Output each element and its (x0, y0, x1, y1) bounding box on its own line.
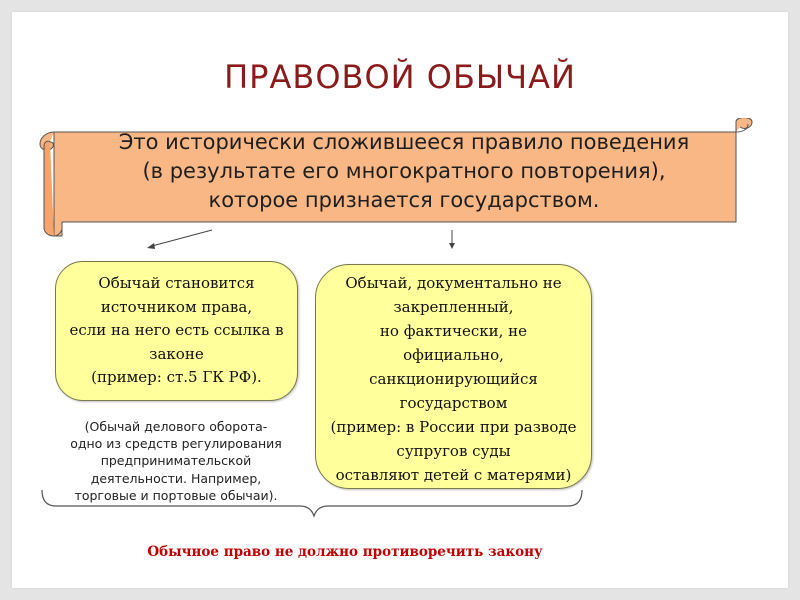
note-line: предпринимательской (100, 453, 252, 469)
right-box-line: супругов суды (396, 442, 511, 460)
right-box-line: но фактически, не (379, 322, 528, 340)
right-box-line: закрепленный, (393, 298, 514, 316)
definition-line: которое признается государством. (208, 188, 600, 212)
right-box-line: санкционирующийся (369, 370, 538, 388)
left-box-line: источником права, (100, 297, 253, 316)
left-box-line: законе (149, 344, 204, 363)
right-box-line: (пример: в России при разводе (330, 418, 577, 436)
definition-line: (в результате его многократного повторения), (142, 159, 666, 183)
note-line: (Обычай делового оборота- (84, 419, 268, 434)
footer-statement: Обычное право не должно противоречить закону (147, 544, 543, 560)
left-box-line: если на него есть ссылка в (69, 321, 284, 339)
slide-title: ПРАВОВОЙ ОБЫЧАЙ (224, 58, 576, 96)
note-line: одно из средств регулирования (70, 436, 282, 452)
note-line: деятельности. Например, (90, 470, 262, 486)
right-box-line: государством (399, 394, 508, 412)
note-line: торговые и портовые обычаи). (74, 487, 278, 503)
definition-line: Это исторически сложившееся правило поведения (118, 130, 690, 154)
left-box-line: (пример: ст.5 ГК РФ). (91, 368, 262, 386)
right-box-line: Обычай, документально не (345, 274, 562, 292)
right-box-line: официально, (403, 346, 504, 364)
right-box-line: оставляют детей с матерями) (335, 466, 572, 484)
left-box-line: Обычай становится (98, 274, 255, 292)
